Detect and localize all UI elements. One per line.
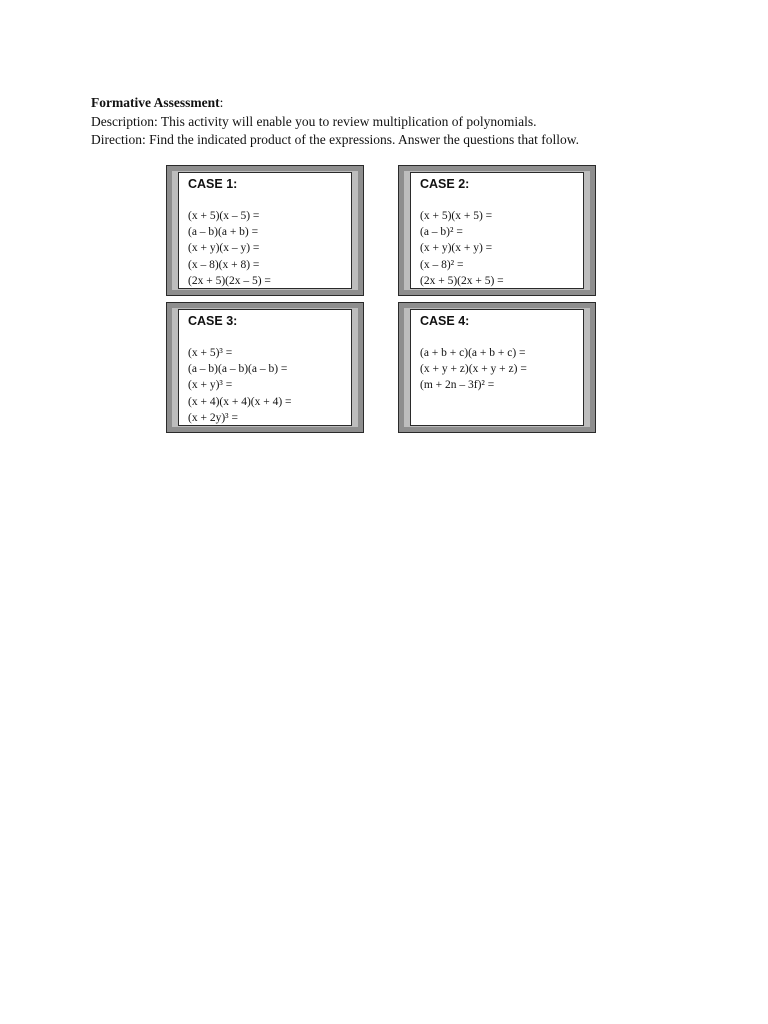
case-3-panel [178,309,352,426]
expression: (a + b + c)(a + b + c) = [420,347,526,359]
expression: (x + 2y)³ = [188,411,238,424]
case-2-panel [410,172,584,289]
direction-text: Direction: Find the indicated product of the expressions. Answer the questions that follow. [91,132,580,147]
case-2-title: CASE 2: [420,177,470,191]
case-2-card [398,165,596,296]
expression: (2x + 5)(2x + 5) = [420,274,504,287]
expression: (x + 4)(x + 4)(x + 4) = [188,395,292,408]
expression: (x – 8)(x + 8) = [188,258,260,271]
page-title: Formative Assessment [91,95,220,110]
expression: (x + y)(x + y) = [420,242,493,255]
title-colon: : [219,95,224,110]
expression: (x + y + z)(x + y + z) = [420,363,527,376]
expression: (2x + 5)(2x – 5) = [188,274,271,287]
expression: (x + y)³ = [188,379,233,392]
case-1-title: CASE 1: [188,177,238,191]
expression: (a – b)² = [420,226,463,239]
expression: (x + 5)³ = [188,347,233,359]
description-text: Description: This activity will enable you to review multiplication of polynomials. [91,113,537,129]
expression: (x + 5)(x – 5) = [188,210,260,222]
expression: (a – b)(a – b)(a – b) = [188,363,288,376]
expression: (a – b)(a + b) = [188,226,259,239]
expression: (x + 5)(x + 5) = [420,210,493,222]
case-1-card [166,165,364,296]
case-4-panel [410,309,584,426]
case-4-title: CASE 4: [420,314,470,328]
title-line [91,94,731,113]
case-4-card [398,302,596,433]
expression: (x – 8)² = [420,258,464,271]
expression: (m + 2n – 3f)² = [420,379,495,392]
case-3-card [166,302,364,433]
case-3-title: CASE 3: [188,314,238,328]
case-1-panel [178,172,352,289]
expression: (x + y)(x – y) = [188,242,260,255]
assessment-header [91,94,731,150]
